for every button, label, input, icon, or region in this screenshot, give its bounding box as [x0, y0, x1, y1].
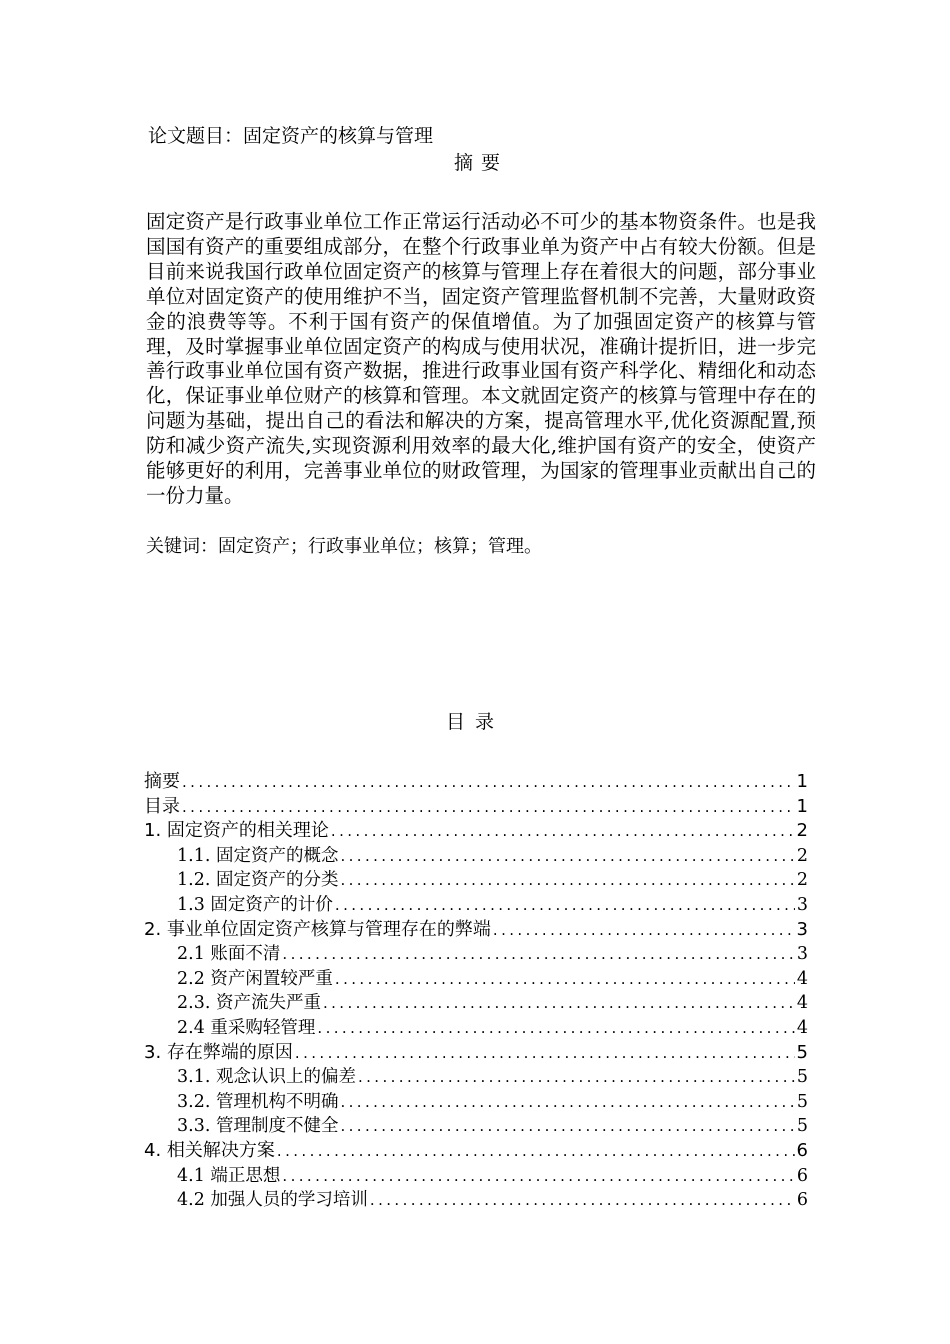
table-of-contents — [144, 770, 808, 1213]
toc-entry-label: 摘要 — [144, 771, 180, 792]
toc-entry-label: 3.1. 观念认识上的偏差 — [177, 1067, 356, 1088]
toc-leader-dots — [180, 770, 795, 795]
toc-entry[interactable] — [144, 1139, 808, 1164]
toc-leader-dots — [333, 967, 795, 992]
toc-leader-dots — [356, 1065, 795, 1090]
toc-entry[interactable] — [144, 1164, 808, 1189]
toc-entry-page: 3 — [796, 894, 808, 915]
toc-entry-label: 3.2. 管理机构不明确 — [177, 1091, 339, 1112]
toc-entry-label: 2.2 资产闲置较严重 — [177, 968, 333, 989]
toc-entry-page: 2 — [796, 845, 808, 866]
toc-entry-label: 2.4 重采购轻管理 — [177, 1017, 316, 1038]
toc-leader-dots — [275, 1139, 795, 1164]
toc-leader-dots — [280, 942, 794, 967]
toc-entry-page: 3 — [796, 944, 808, 965]
toc-leader-dots — [338, 1090, 794, 1115]
thesis-title: 论文题目：固定资产的核算与管理 — [148, 125, 434, 147]
toc-entry[interactable] — [144, 893, 808, 918]
toc-entry-page: 3 — [796, 918, 808, 940]
toc-entry-label: 目录 — [144, 795, 180, 817]
toc-leader-dots — [338, 868, 794, 893]
toc-entry-label: 4.2 加强人员的学习培训 — [177, 1190, 368, 1211]
toc-entry-page: 2 — [796, 870, 808, 891]
toc-entry[interactable] — [144, 1041, 808, 1066]
toc-entry[interactable] — [144, 1016, 808, 1041]
toc-leader-dots — [180, 795, 795, 820]
toc-entry-label: 1.2. 固定资产的分类 — [177, 870, 339, 891]
toc-leader-dots — [491, 918, 795, 943]
toc-entry-page: 1 — [796, 771, 808, 792]
toc-leader-dots — [338, 1114, 794, 1139]
toc-entry-label: 4. 相关解决方案 — [144, 1139, 275, 1161]
toc-entry-label: 3. 存在弊端的原因 — [144, 1041, 293, 1063]
toc-entry-label: 1.3 固定资产的计价 — [177, 894, 333, 915]
toc-leader-dots — [280, 1164, 794, 1189]
toc-entry[interactable] — [144, 1188, 808, 1213]
toc-entry[interactable] — [144, 770, 808, 795]
toc-leader-dots — [315, 1016, 794, 1041]
toc-entry[interactable] — [144, 795, 808, 820]
toc-entry[interactable] — [144, 868, 808, 893]
toc-entry-label: 1. 固定资产的相关理论 — [144, 820, 329, 842]
keywords-label: 关键词： — [146, 536, 218, 557]
toc-entry-page: 6 — [796, 1165, 808, 1186]
toc-leader-dots — [293, 1041, 795, 1066]
toc-entry-page: 2 — [796, 820, 808, 842]
toc-entry-page: 5 — [796, 1067, 808, 1088]
toc-entry-page: 5 — [796, 1116, 808, 1137]
toc-entry[interactable] — [144, 942, 808, 967]
toc-entry-page: 1 — [796, 795, 808, 817]
keywords-text: 固定资产；行政事业单位；核算；管理。 — [218, 536, 542, 557]
toc-entry-label: 2. 事业单位固定资产核算与管理存在的弊端 — [144, 918, 491, 940]
keywords-line — [146, 535, 542, 559]
toc-entry[interactable] — [144, 967, 808, 992]
abstract-body: 固定资产是行政事业单位工作正常运行活动必不可少的基本物资条件。也是我国国有资产的重要组成部分，在整个行政事业单为资产中占有较大份额。但是目前来说我国行政单位固定资产的核算与管理上存在着很大的问题，部分事业单位对固定资产的使用维护不当，固定资产管理监督机制不完善，大量财政资金的浪费等等。不利于国有资产的保值增值。为了加强固定资产的核算与管理，及时掌握事业单位固定资产的构成与使用状况，准确计提折旧，进一步完善行政事业单位国有资产数据，推进行政事业国有资产科学化、精细化和动态化，保证事业单位财产的核算和管理。本文就固定资产的核算与管理中存在的问题为基础，提出自己的看法和解决的方案，提高管理水平,优化资源配置,预防和减少资产流失,实现资源利用效率的最大化,维护国有资产的安全，使资产能够更好的利用，完善事业单位的财政管理，为国家的管理事业贡献出自己的一份力量。 — [146, 210, 816, 507]
toc-entry-page: 6 — [796, 1190, 808, 1211]
toc-leader-dots — [338, 844, 794, 869]
toc-heading: 目录 — [445, 711, 504, 733]
toc-entry-page: 4 — [796, 1017, 808, 1038]
toc-leader-dots — [368, 1188, 795, 1213]
toc-leader-dots — [329, 819, 795, 844]
toc-entry-label: 3.3. 管理制度不健全 — [177, 1116, 339, 1137]
toc-leader-dots — [333, 893, 795, 918]
toc-entry-label: 2.1 账面不清 — [177, 944, 281, 965]
toc-entry-page: 5 — [796, 1041, 808, 1063]
toc-entry-label: 2.3. 资产流失严重 — [177, 993, 321, 1014]
toc-entry-label: 1.1. 固定资产的概念 — [177, 845, 339, 866]
toc-entry-page: 4 — [796, 968, 808, 989]
abstract-heading: 摘要 — [453, 152, 508, 174]
toc-entry[interactable] — [144, 819, 808, 844]
toc-entry[interactable] — [144, 1065, 808, 1090]
toc-entry-page: 4 — [796, 993, 808, 1014]
toc-entry[interactable] — [144, 991, 808, 1016]
toc-entry[interactable] — [144, 1114, 808, 1139]
toc-entry[interactable] — [144, 1090, 808, 1115]
toc-entry-label: 4.1 端正思想 — [177, 1165, 281, 1186]
toc-entry[interactable] — [144, 918, 808, 943]
toc-leader-dots — [321, 991, 795, 1016]
toc-entry-page: 5 — [796, 1091, 808, 1112]
toc-entry-page: 6 — [796, 1139, 808, 1161]
toc-entry[interactable] — [144, 844, 808, 869]
